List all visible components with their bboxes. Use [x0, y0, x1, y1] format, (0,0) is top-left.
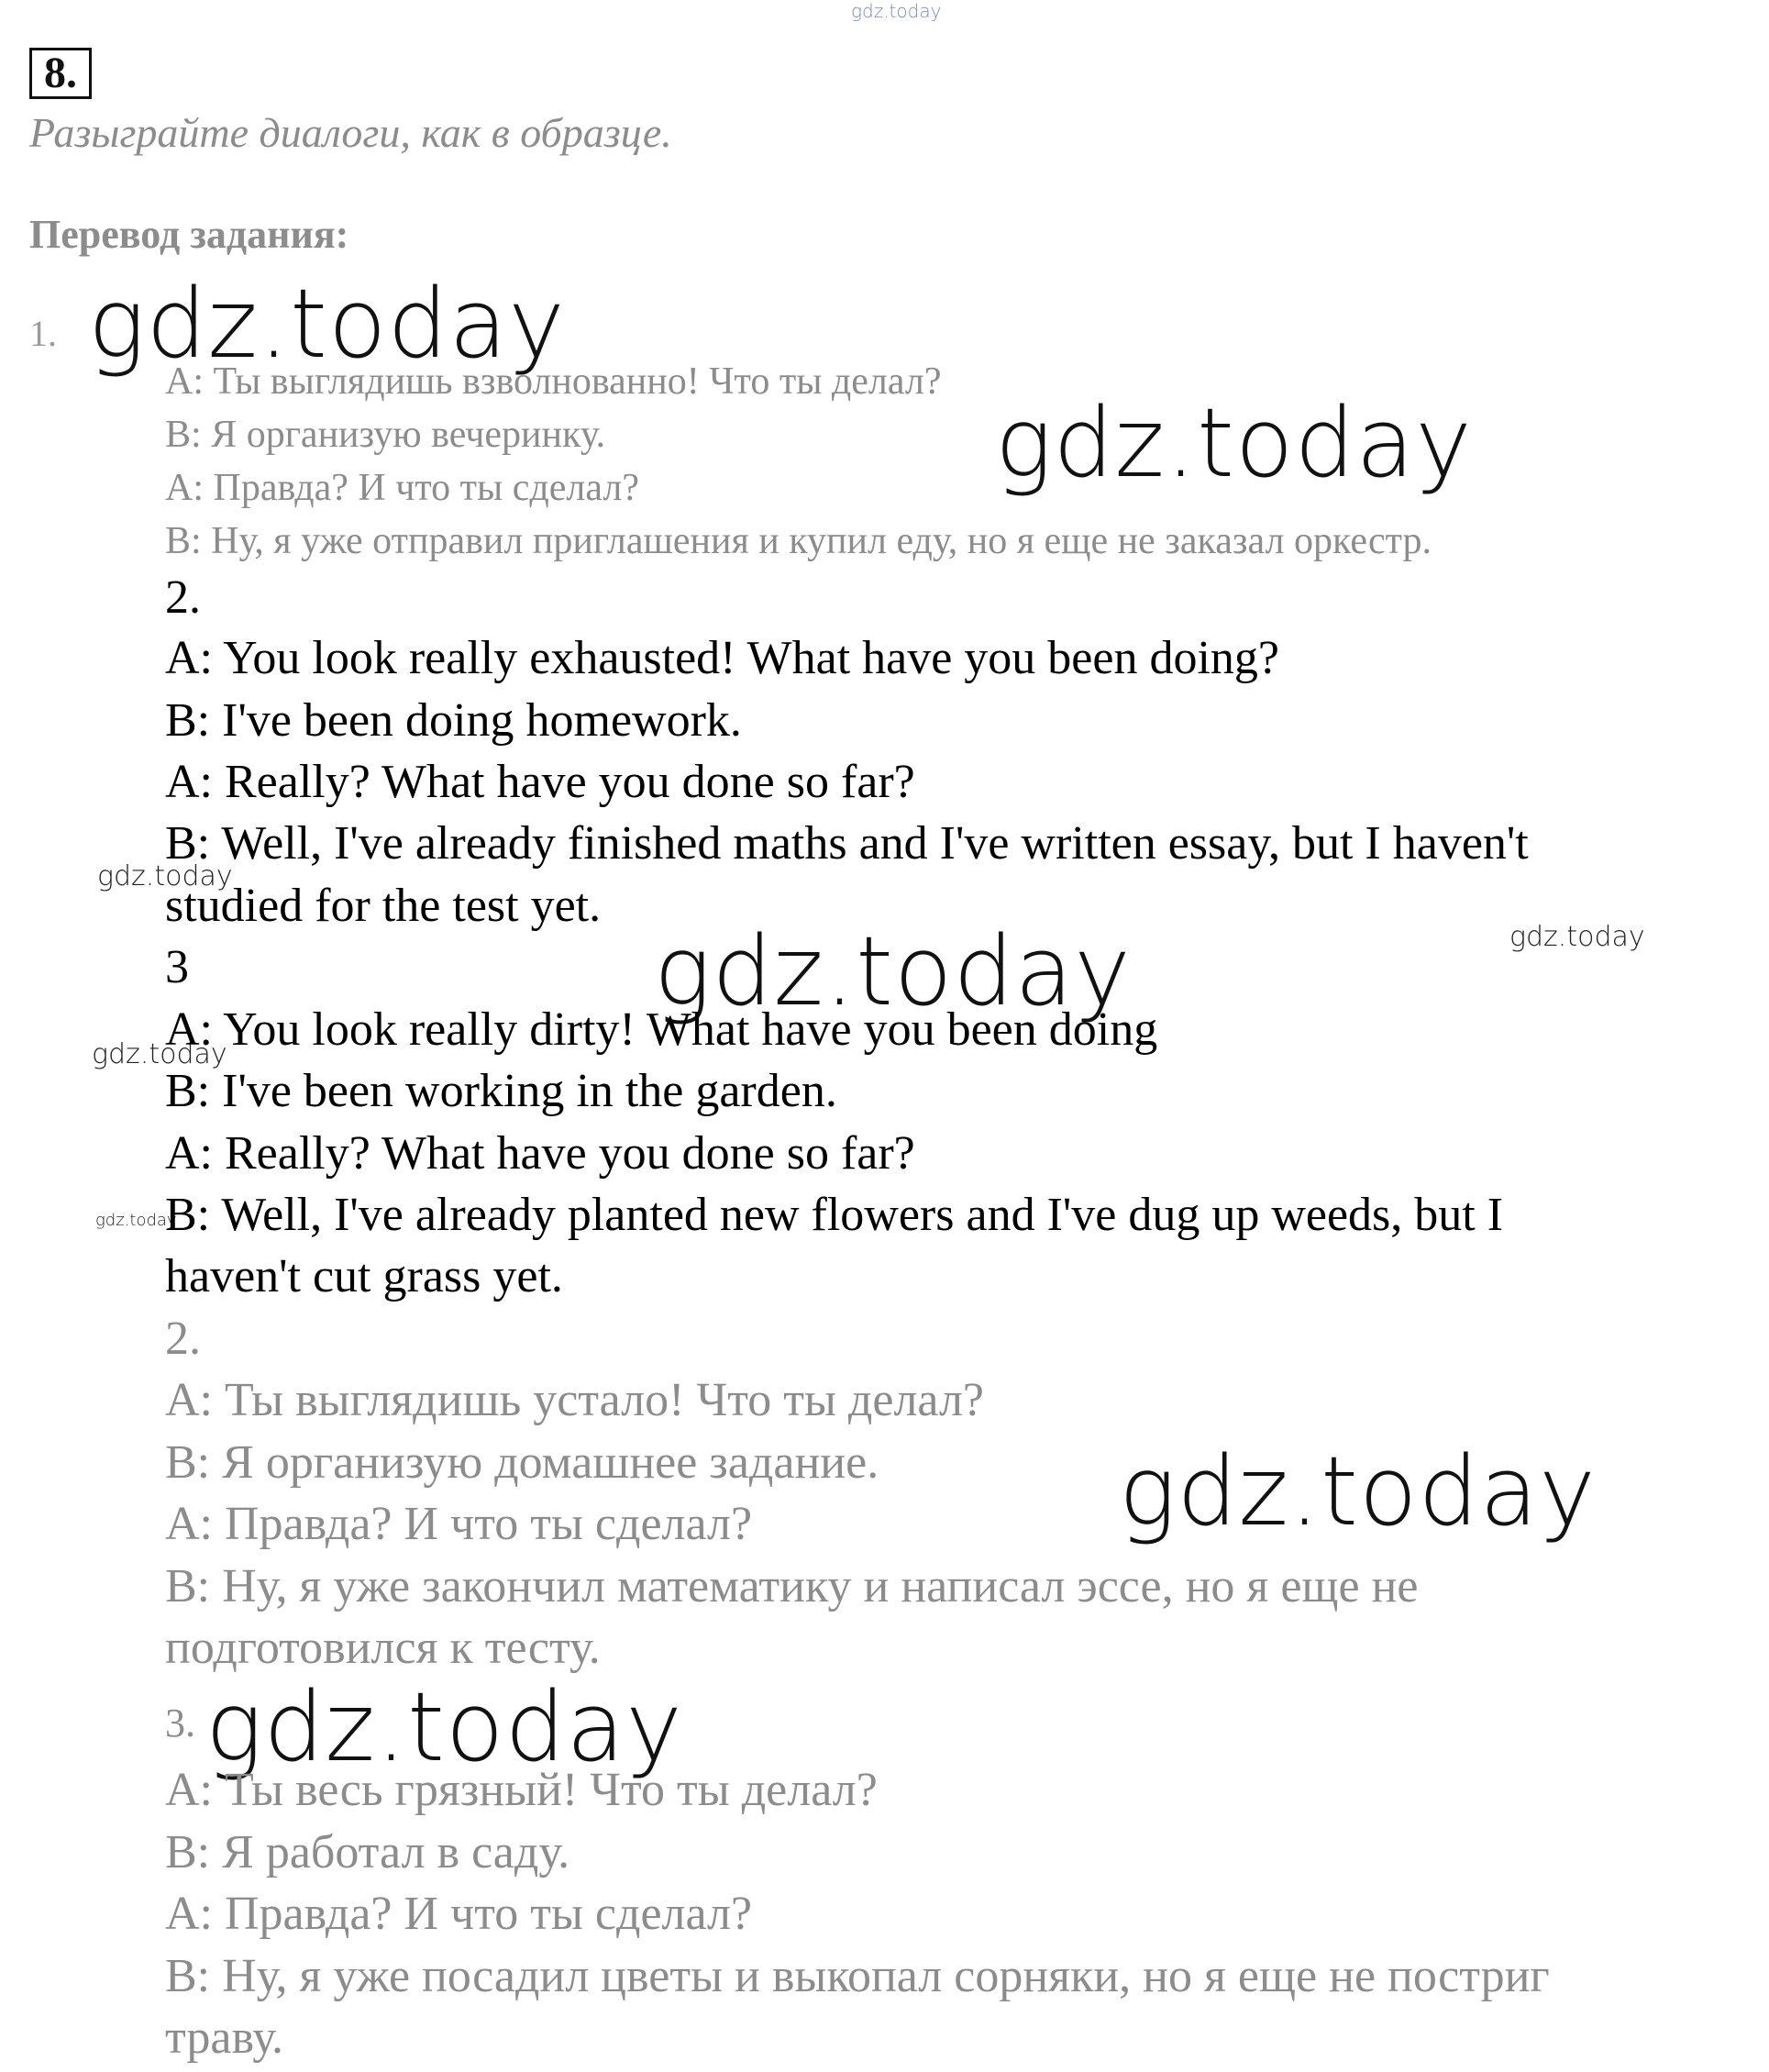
- dialogue-line: B: Well, I've already planted new flowers and I've dug up weeds, but I: [165, 1189, 1504, 1241]
- translation-number: 3.: [165, 1701, 195, 1745]
- translation-line: подготовился к тесту.: [165, 1622, 601, 1674]
- translation-line: траву.: [165, 2011, 284, 2064]
- sample-line: A: Правда? И что ты сделал?: [165, 467, 639, 509]
- dialogue-line: B: Well, I've already finished maths and I've written essay, but I haven't: [165, 817, 1529, 870]
- watermark-tiny: gdz.today: [95, 1211, 177, 1230]
- watermark-large: gdz.today: [1119, 1435, 1597, 1547]
- sample-line: B: Ну, я уже отправил приглашения и купил еду, но я еще не заказал оркестр.: [165, 520, 1432, 562]
- sample-line: B: Я организую вечеринку.: [165, 414, 606, 456]
- dialogue-line: A: You look really exhausted! What have you been doing?: [165, 632, 1279, 684]
- translation-line: A: Правда? И что ты сделал?: [165, 1888, 753, 1940]
- translation-line: A: Правда? И что ты сделал?: [165, 1498, 753, 1550]
- watermark-small: gdz.today: [1509, 921, 1645, 953]
- dialogue-line: A: Really? What have you done so far?: [165, 756, 915, 808]
- sample-line: A: Ты выглядишь взволнованно! Что ты делал?: [165, 360, 942, 403]
- translation-line: A: Ты выглядишь устало! Что ты делал?: [165, 1374, 984, 1426]
- sample-number: 1.: [29, 313, 57, 354]
- dialogue-line: studied for the test yet.: [165, 880, 602, 932]
- watermark-large: gdz.today: [995, 387, 1473, 499]
- dialogue-line: haven't cut grass yet.: [165, 1250, 563, 1302]
- dialogue-number: 3: [165, 941, 189, 993]
- watermark-large: gdz.today: [654, 915, 1132, 1027]
- dialogue-line: B: I've been doing homework.: [165, 694, 742, 747]
- dialogue-line: B: I've been working in the garden.: [165, 1065, 837, 1117]
- watermark-small: gdz.today: [97, 860, 233, 892]
- watermark-top: gdz.today: [851, 0, 942, 22]
- task-instruction: Разыграйте диалоги, как в образце.: [29, 109, 672, 156]
- dialogue-number: 2.: [165, 571, 201, 624]
- dialogue-line: A: You look really dirty! What have you been doing: [165, 1003, 1158, 1056]
- translation-line: B: Я организую домашнее задание.: [165, 1436, 879, 1489]
- task-number: 8.: [29, 48, 92, 99]
- translation-heading: Перевод задания:: [29, 212, 349, 257]
- translation-line: B: Ну, я уже закончил математику и написал эссе, но я еще не: [165, 1560, 1419, 1612]
- dialogue-line: A: Really? What have you done so far?: [165, 1127, 915, 1180]
- watermark-small: gdz.today: [92, 1038, 227, 1070]
- watermark-large: gdz.today: [88, 268, 566, 380]
- watermark-large: gdz.today: [205, 1671, 683, 1783]
- translation-line: B: Я работал в саду.: [165, 1826, 570, 1878]
- translation-line: B: Ну, я уже посадил цветы и выкопал сорняки, но я еще не постриг: [165, 1950, 1550, 2002]
- translation-line: A: Ты весь грязный! Что ты делал?: [165, 1764, 878, 1816]
- translation-number: 2.: [165, 1313, 201, 1365]
